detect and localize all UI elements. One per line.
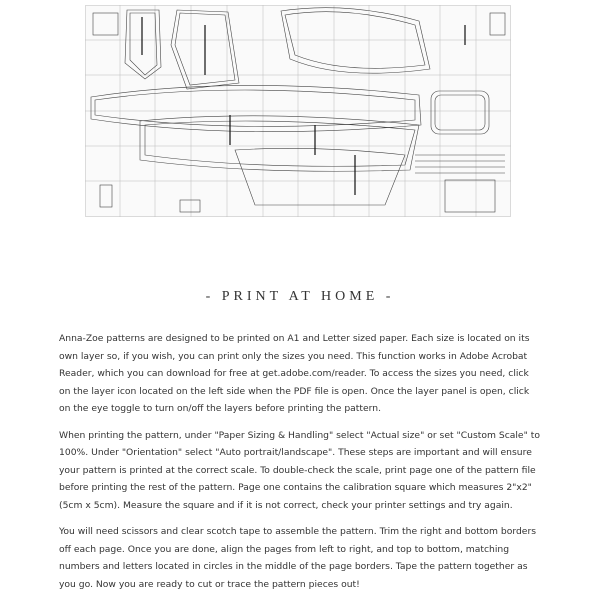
paragraph-printing: When printing the pattern, under "Paper Sizing & Handling" select "Actual size" or set "Custom Scale" to 100%. Under "Orientation" select "Auto portrait/landscape". These steps are important and will ensure your pattern is printed at the correct scale. To double-check the scale, print page one of the pattern file before printing the rest of the pattern. Page one contains the calibration square which measures 2"x2" (5cm x 5cm). Measure the square and if it is not correct, check your printer settings and try again. <box>59 429 540 511</box>
instructions-text <box>59 330 543 602</box>
grainlines <box>142 17 465 195</box>
page-title: - PRINT AT HOME - <box>205 289 395 304</box>
paragraph-layers: Anna-Zoe patterns are designed to be printed on A1 and Letter sized paper. Each size is located on its own layer so, if you wish, you can print only the sizes you need. This function works in Adobe Acrobat Reader, which you can download for free at get.adobe.com/reader. To access the sizes you need, click on the layer icon located on the left side when the PDF file is open. Once the layer panel is open, click on the eye toggle to turn on/off the layers before printing the pattern. <box>59 333 530 414</box>
page-grid <box>85 5 511 217</box>
paragraph-assembly: You will need scissors and clear scotch tape to assemble the pattern. Trim the right and bottom borders off each page. Once you are done, align the pages from left to right, and top to bottom, matching numbers and letters located in circles in the middle of the page borders. Tape the pattern together as you go. Now you are ready to cut or trace the pattern pieces out! <box>59 526 537 590</box>
pattern-layout-image <box>85 5 511 217</box>
